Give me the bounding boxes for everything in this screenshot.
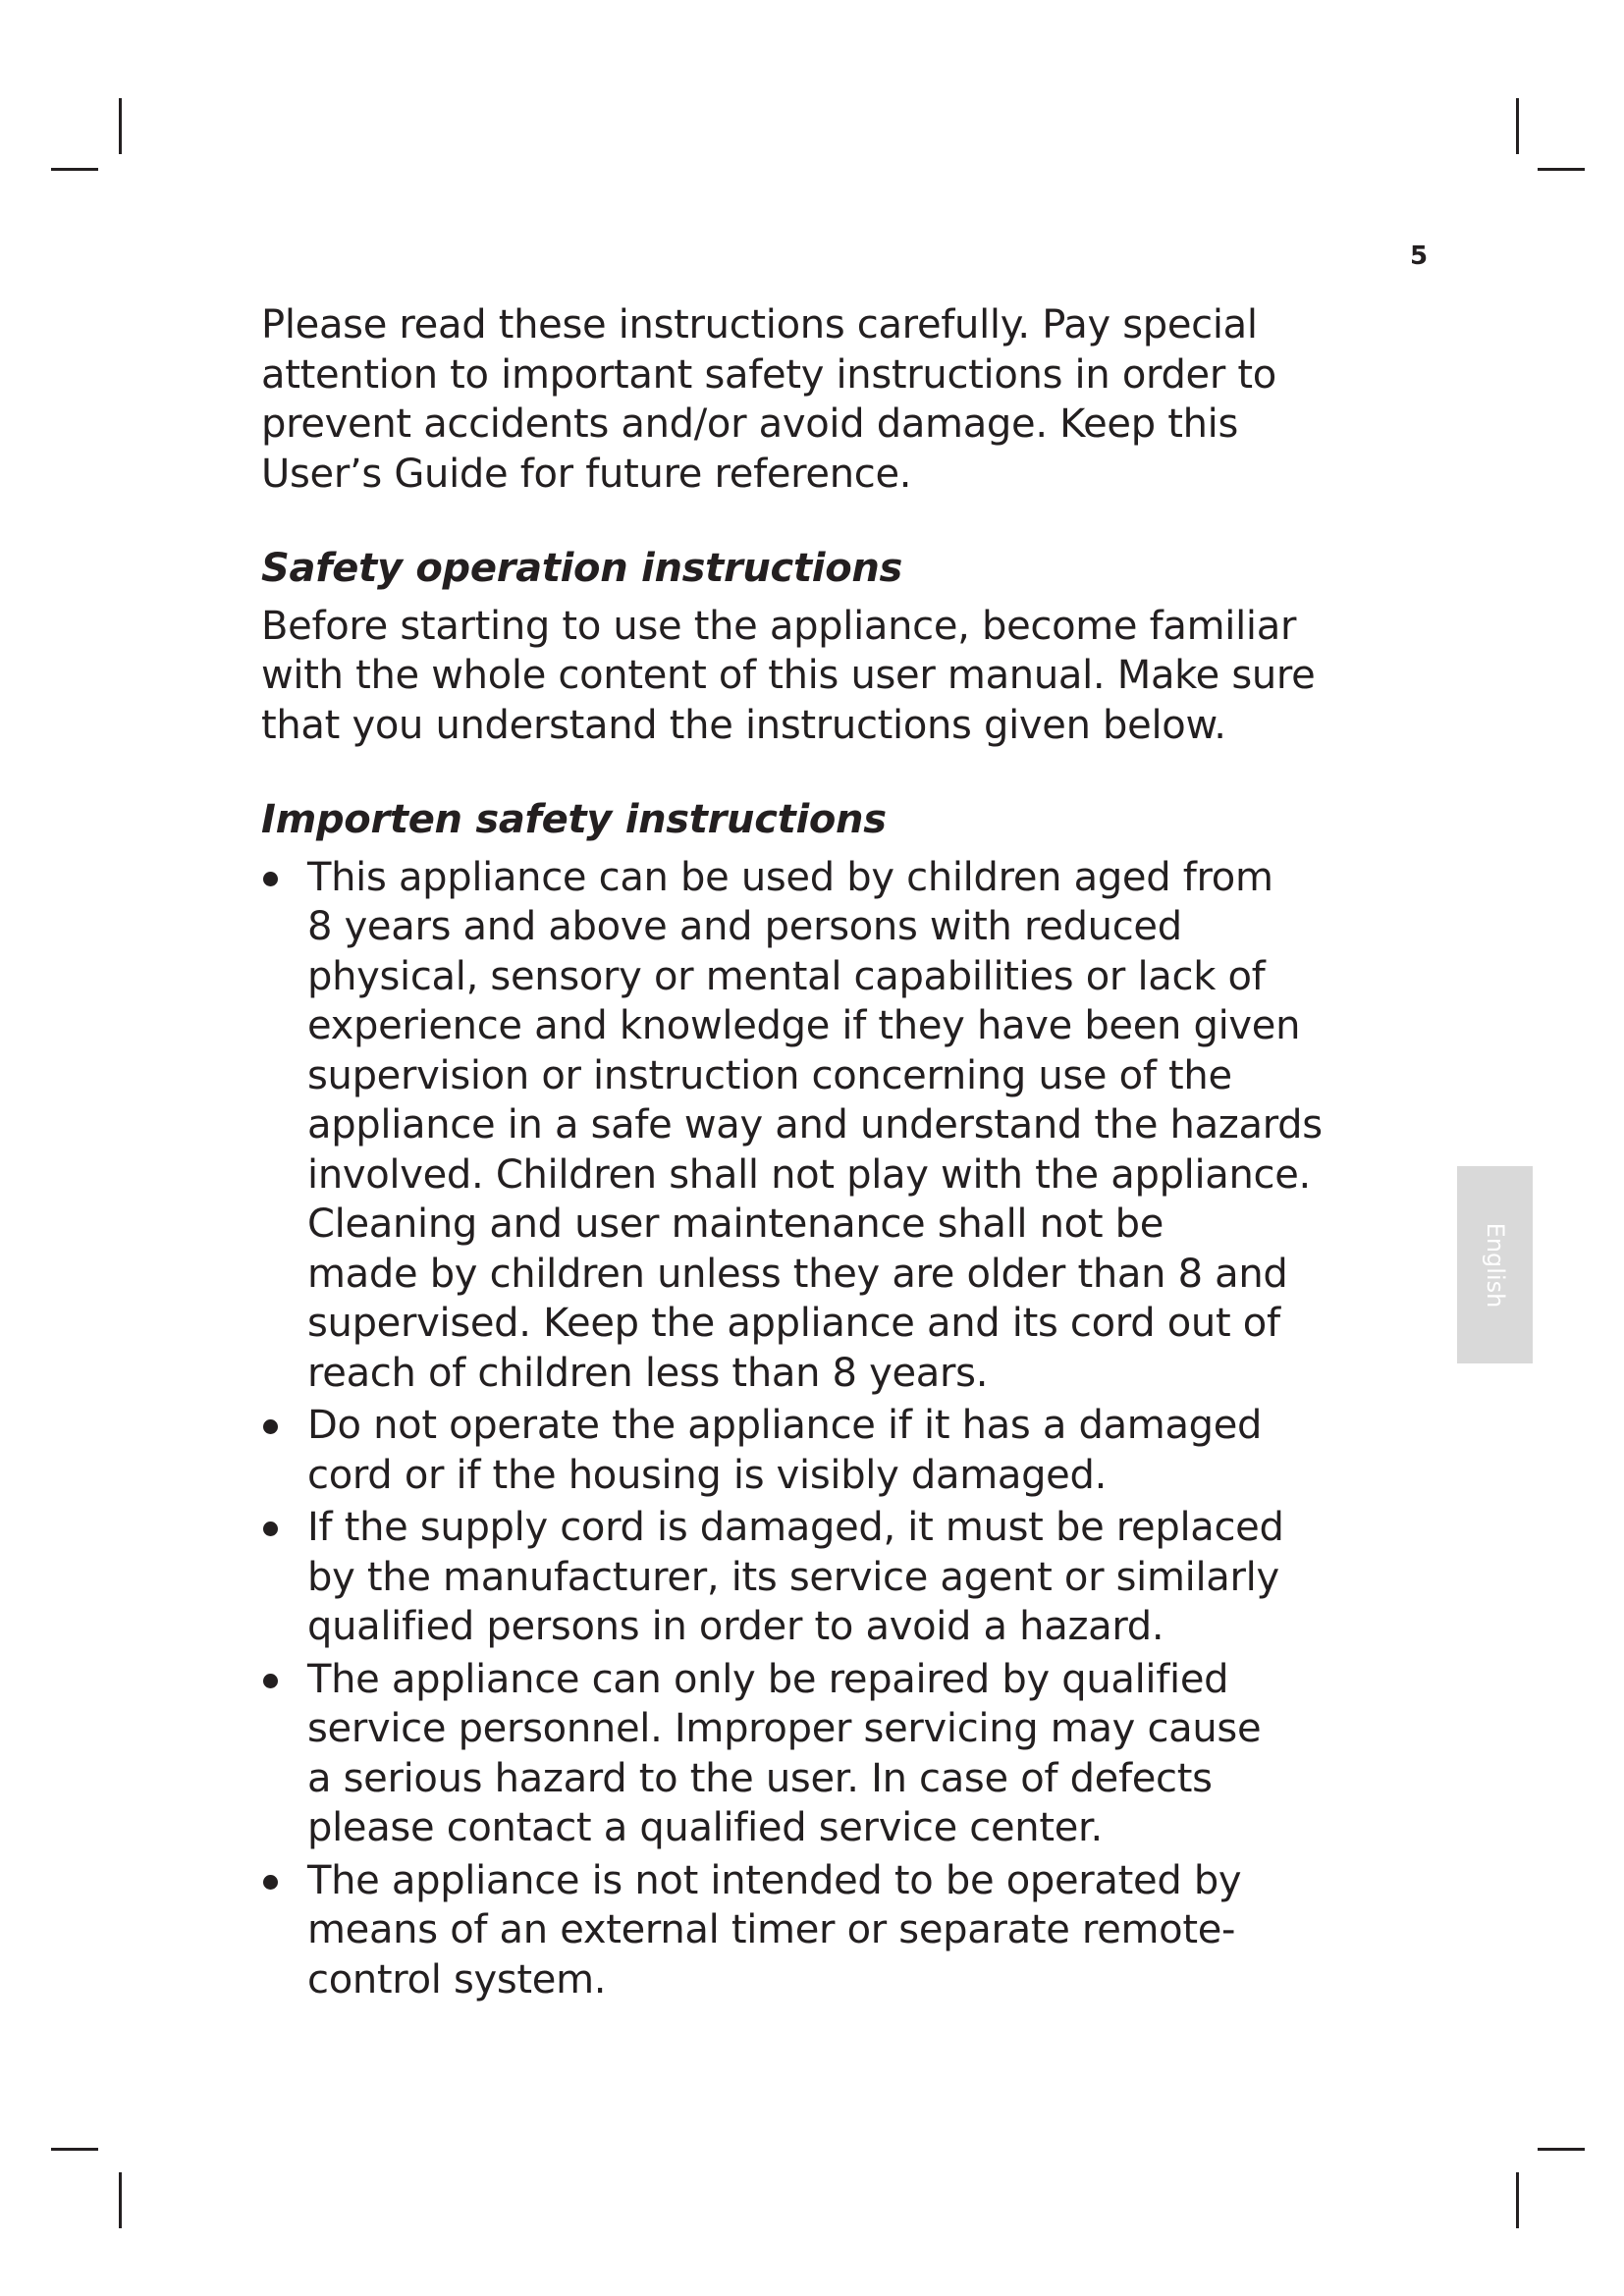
crop-mark-bottom-left-horizontal [51, 2148, 98, 2151]
bullet-icon [263, 1522, 278, 1536]
list-item-text: If the supply cord is damaged, it must be replaced by the manufacturer, its service agent or similarly qualified persons in order to avoid a hazard. [307, 1505, 1284, 1649]
list-item [261, 1655, 1390, 1853]
bullet-icon [263, 872, 278, 886]
bullet-icon [263, 1419, 278, 1434]
important-safety-heading: Importen safety instructions [261, 797, 887, 842]
crop-mark-bottom-right-horizontal [1538, 2148, 1585, 2151]
list-item-text: Do not operate the appliance if it has a damaged cord or if the housing is visibly damaged. [307, 1403, 1263, 1498]
crop-mark-top-right-horizontal [1538, 168, 1585, 171]
crop-mark-top-right-vertical [1516, 98, 1519, 154]
safety-instruction-list [261, 853, 1390, 2005]
safety-operation-text: Before starting to use the appliance, become familiar with the whole content of this user manual. Make sure that you understand the instructions given below. [261, 603, 1316, 748]
crop-mark-bottom-left-vertical [119, 2172, 122, 2228]
list-item [261, 1401, 1390, 1500]
list-item [261, 1503, 1390, 1652]
crop-mark-top-left-vertical [119, 98, 122, 154]
language-tab-label: English [1481, 1222, 1509, 1308]
bullet-icon [263, 1674, 278, 1688]
crop-mark-bottom-right-vertical [1516, 2172, 1519, 2228]
list-item-text: The appliance can only be repaired by qualified service personnel. Improper servicing may cause a serious hazard to the user. In case of defects please contact a qualified service center. [307, 1656, 1262, 1850]
safety-operation-heading: Safety operation instructions [261, 546, 903, 591]
page-number: 5 [1410, 241, 1429, 271]
main-content [261, 300, 1390, 2007]
list-item-text: The appliance is not intended to be operated by means of an external timer or separate remote- control system. [307, 1857, 1242, 2002]
crop-mark-top-left-horizontal [51, 168, 98, 171]
list-item [261, 853, 1390, 1399]
list-item [261, 1856, 1390, 2005]
language-tab [1457, 1166, 1533, 1363]
list-item-text: This appliance can be used by children aged from 8 years and above and persons with reduced physical, sensory or mental capabilities or lack of experience and knowledge if they have been given supervision or instruction concerning use of the appliance in a safe way and understand the hazards involved. Children shall not play with the appliance. Cleaning and user maintenance shall not be made by children unless they are older than 8 and supervised. Keep the appliance and its cord out of reach of children less than 8 years. [307, 854, 1323, 1396]
intro-paragraph: Please read these instructions carefully. Pay special attention to important safety instructions in order to prevent accidents and/or avoid damage. Keep this User’s Guide for future reference. [261, 302, 1276, 497]
bullet-icon [263, 1875, 278, 1890]
